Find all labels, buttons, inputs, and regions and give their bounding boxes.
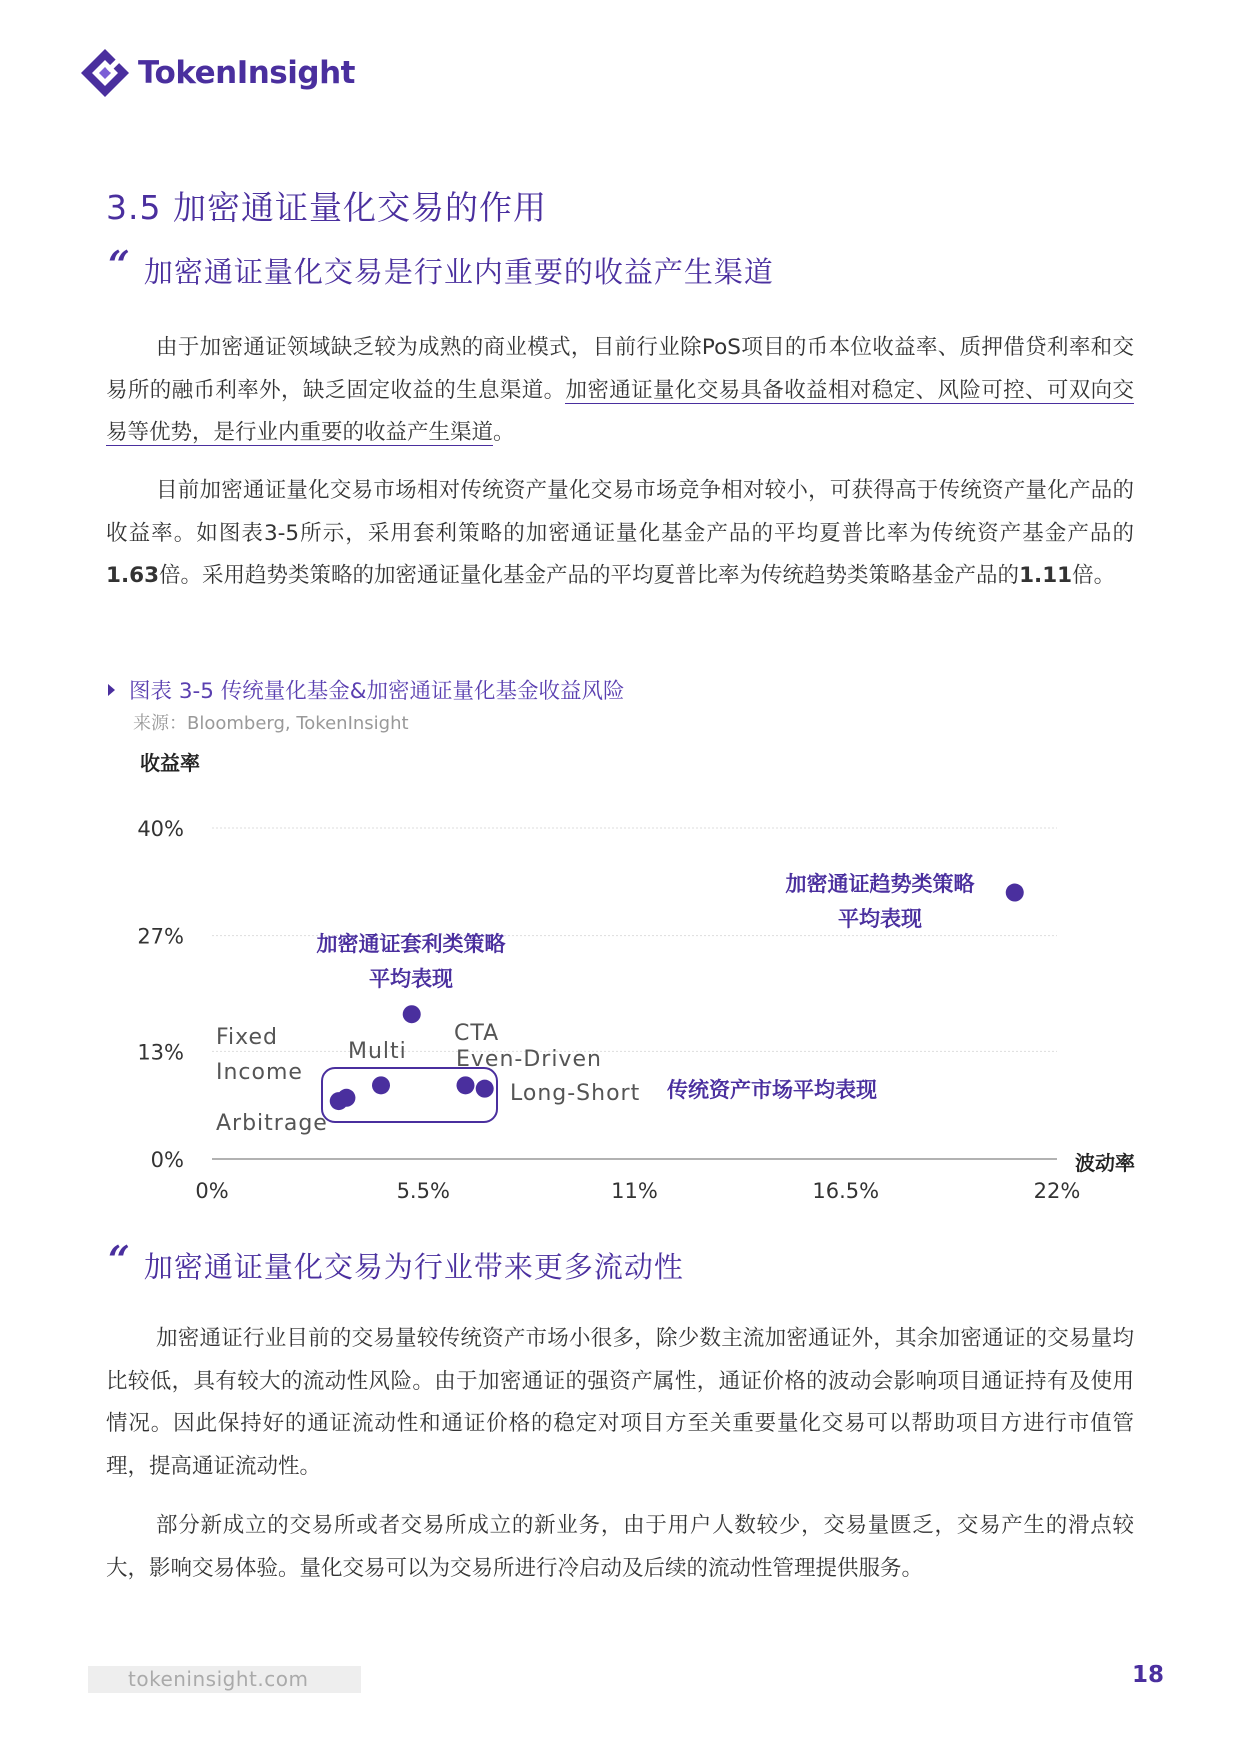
x-tick-label: 11% [611,1179,658,1203]
y-tick-label: 13% [137,1040,184,1065]
y-tick-label: 0% [150,1148,184,1172]
quote-icon: “ [108,1237,130,1282]
data-point [372,1076,390,1094]
risk-return-scatter-chart [0,740,1237,1210]
y-tick-label: 27% [137,924,184,949]
y-axis-label: 收益率 [140,751,200,775]
section-title: 3.5 加密通证量化交易的作用 [106,188,547,227]
quote-icon: “ [108,242,130,287]
data-point [1006,884,1024,902]
figure-title [108,674,625,705]
page-number: 18 [1132,1662,1165,1688]
subheading-liquidity [108,1237,684,1286]
label-cta: CTA [454,1021,500,1046]
paragraph-1-highlight: 加密通证量化交易具备收益相对稳定、风险可控、可双向交易等优势，是行业内重要的收益产生渠道 [106,377,1134,445]
label-arbitrage: Arbitrage [216,1111,328,1136]
y-tick-label: 40% [137,817,184,841]
label-crypto-arbitrage-1: 加密通证套利类策略 [316,932,506,956]
label-traditional-average: 传统资产市场平均表现 [667,1078,877,1102]
figure-title-text: 图表 3-5 传统量化基金&加密通证量化基金收益风险 [129,679,625,704]
brand-name: TokenInsight [138,55,355,91]
paragraph-2-text-2: 倍。采用趋势类策略的加密通证量化基金产品的平均夏普比率为传统趋势类策略基金产品的 [159,563,1020,588]
x-tick-label: 16.5% [812,1179,880,1203]
footer-url[interactable]: tokeninsight.com [128,1667,309,1691]
data-point [457,1076,475,1094]
paragraph-1-text: 由于加密通证领域缺乏较为成熟的商业模式，目前行业除PoS项目的币本位收益率、质押借贷利率和交易所的融币利率外，缺乏固定收益的生息渠道。 [106,335,1134,403]
brand-logo [78,46,355,100]
data-point [403,1005,421,1023]
figure-arrow-icon [108,684,115,696]
figure-source: 来源：Bloomberg, TokenInsight [133,713,409,734]
subheading-text: 加密通证量化交易为行业带来更多流动性 [143,1250,684,1284]
x-tick-label: 22% [1033,1179,1081,1203]
label-event-driven: Even-Driven [456,1047,602,1072]
subheading-revenue [108,242,774,291]
x-tick-label: 5.5% [396,1179,450,1203]
tokeninsight-logo-icon [78,46,132,100]
label-crypto-trend-2: 平均表现 [838,907,922,931]
paragraph-2 [106,470,1134,598]
label-crypto-trend-1: 加密通证趋势类策略 [785,872,975,896]
paragraph-2-text: 目前加密通证量化交易市场相对传统资产量化交易市场竞争相对较小，可获得高于传统资产量化产品的收益率。如图表3-5所示，采用套利策略的加密通证量化基金产品的平均夏普比率为传统资产基金产品的 [106,478,1134,546]
sharpe-ratio-arbitrage: 1.63 [106,563,160,588]
x-axis-label: 波动率 [1075,1151,1135,1175]
data-point [476,1080,494,1098]
label-fixed-income-2: Income [216,1060,303,1085]
paragraph-4: 部分新成立的交易所或者交易所成立的新业务，由于用户人数较少，交易量匮乏，交易产生的滑点较大，影响交易体验。量化交易可以为交易所进行冷启动及后续的流动性管理提供服务。 [106,1513,1134,1581]
paragraph-2-end: 倍。 [1072,563,1116,588]
paragraph-1 [106,327,1134,455]
label-crypto-arbitrage-2: 平均表现 [369,967,453,991]
subheading-text: 加密通证量化交易是行业内重要的收益产生渠道 [143,255,774,289]
label-long-short: Long-Short [510,1081,641,1106]
sharpe-ratio-trend: 1.11 [1019,563,1073,588]
label-fixed-income-1: Fixed [216,1025,279,1050]
label-multi: Multi [348,1039,407,1064]
paragraph-1-end: 。 [493,420,515,445]
data-point [337,1089,355,1107]
paragraph-3: 加密通证行业目前的交易量较传统资产市场小很多，除少数主流加密通证外，其余加密通证的交易量均比较低，具有较大的流动性风险。由于加密通证的强资产属性，通证价格的波动会影响项目通证持有及使用情况。因此保持好的通证流动性和通证价格的稳定对项目方至关重要量化交易可以帮助项目方进行市值管理，提高通证流动性。 [106,1326,1134,1479]
x-tick-label: 0% [195,1179,229,1203]
